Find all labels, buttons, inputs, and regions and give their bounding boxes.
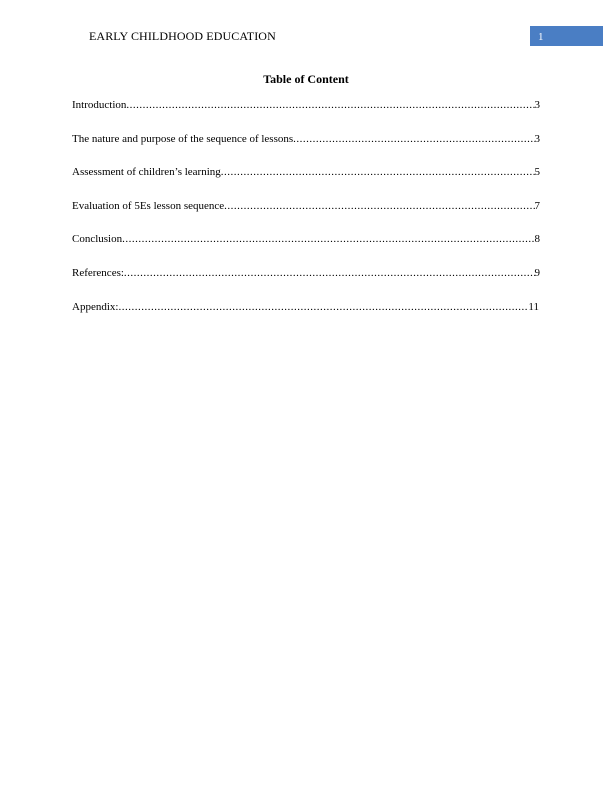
- toc-dot-leader: [293, 132, 534, 146]
- toc-entry-page: 7: [534, 199, 540, 212]
- toc-entry-label: Introduction: [72, 99, 127, 111]
- running-head: EARLY CHILDHOOD EDUCATION: [89, 29, 276, 43]
- toc-entry-label: Conclusion: [72, 233, 123, 246]
- toc-entry-references[interactable]: [72, 266, 540, 300]
- toc-entry-label: Appendix:: [72, 300, 119, 313]
- toc-dot-leader: [221, 165, 535, 179]
- toc-entry-label: Evaluation of 5Es lesson sequence: [72, 199, 225, 212]
- page-number: 1: [538, 31, 544, 43]
- page-number-badge: [530, 26, 603, 46]
- toc-entry-evaluation[interactable]: [72, 199, 540, 233]
- toc-entry-conclusion[interactable]: [72, 232, 540, 266]
- toc-dot-leader: [224, 199, 534, 213]
- toc-entry-page: 3: [534, 132, 540, 145]
- toc-entry-label: The nature and purpose of the sequence of lessons: [72, 132, 294, 145]
- toc-dot-leader: [126, 98, 534, 112]
- toc-entry-introduction[interactable]: [72, 98, 540, 132]
- toc-dot-leader: [122, 232, 534, 246]
- toc-entry-label: Assessment of children’s learning: [72, 166, 221, 179]
- toc-entry-label: References:: [72, 266, 124, 279]
- toc-entry-page: 8: [534, 233, 540, 246]
- toc-entry-assessment[interactable]: [72, 165, 540, 199]
- toc-dot-leader: [124, 266, 535, 280]
- toc-dot-leader: [118, 300, 528, 314]
- toc-entry-page: 11: [528, 300, 539, 313]
- toc-entry-nature-purpose[interactable]: [72, 132, 540, 166]
- toc-entry-page: 9: [534, 266, 540, 279]
- toc-title: Table of Content: [263, 72, 349, 86]
- toc-entry-appendix[interactable]: [72, 300, 539, 334]
- toc-entry-page: 5: [534, 166, 540, 179]
- toc-entry-page: 3: [534, 99, 540, 111]
- table-of-contents: [72, 98, 540, 333]
